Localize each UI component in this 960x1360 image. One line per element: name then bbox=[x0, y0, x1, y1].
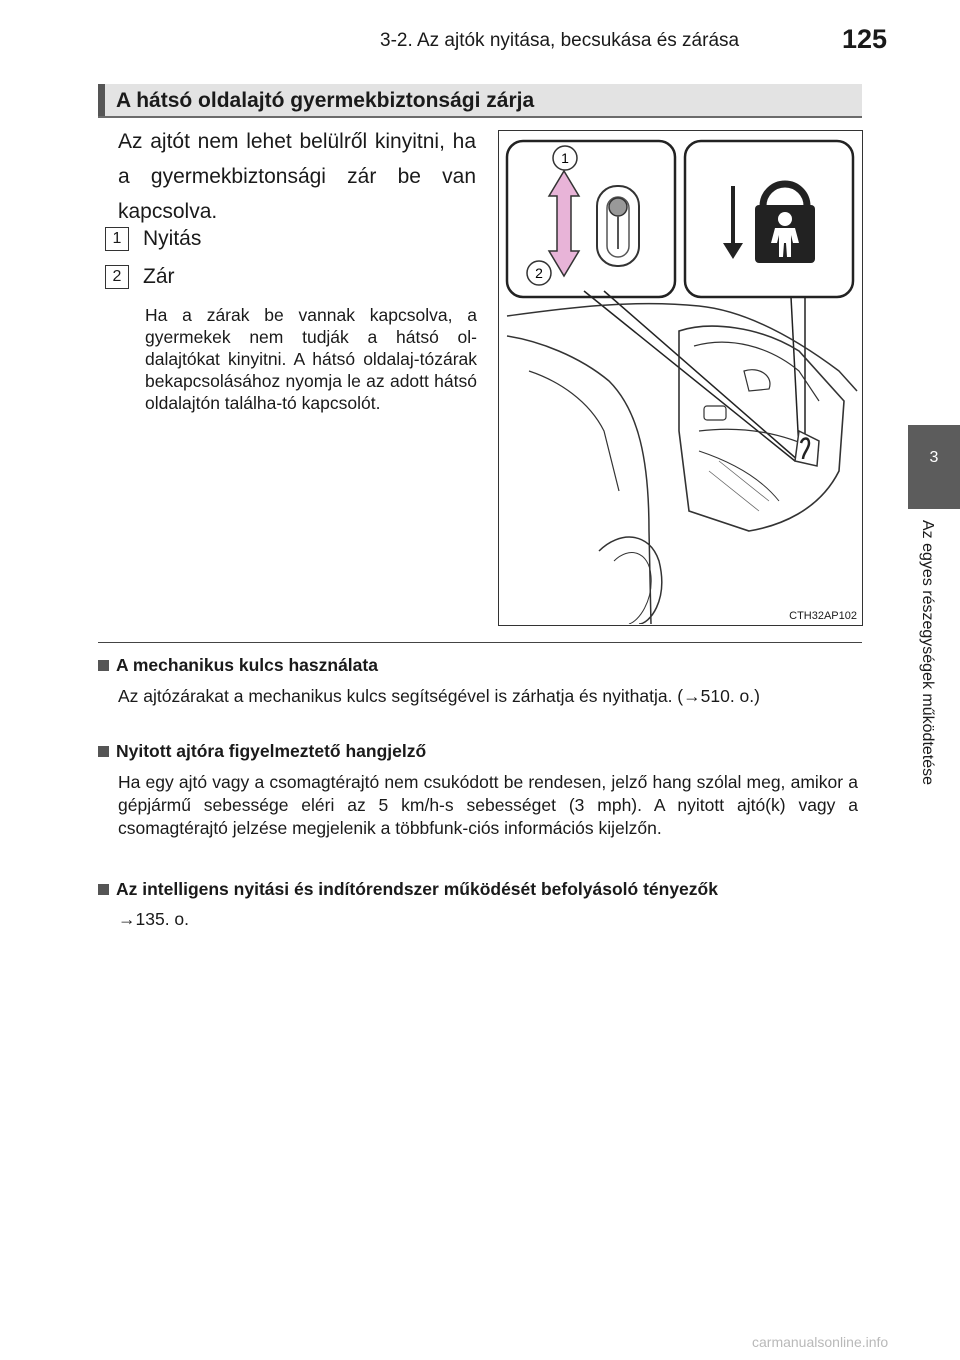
subsection-heading-smart-entry bbox=[98, 879, 718, 900]
intro-text: Az ajtót nem lehet belülről kinyitni, ha a gyermekbiztonsági zár be van kapcsolva. bbox=[118, 130, 476, 223]
item-lock bbox=[105, 265, 175, 289]
down-arrow-icon bbox=[723, 243, 743, 259]
section-heading-bar bbox=[98, 84, 862, 118]
chapter-title: 3-2. Az ajtók nyitása, becsukása és zárása bbox=[380, 30, 740, 51]
figure-code: CTH32AP102 bbox=[789, 610, 857, 622]
section-accent bbox=[98, 84, 105, 116]
subsection-heading-warning bbox=[98, 741, 426, 762]
body-panel-line bbox=[507, 336, 651, 624]
padlock-shackle bbox=[763, 184, 807, 206]
section-divider bbox=[98, 642, 862, 643]
item-label: Nyitás bbox=[143, 227, 202, 250]
lever-knob-icon bbox=[609, 198, 627, 216]
section-title: A hátsó oldalajtó gyermekbiztonsági zárja bbox=[116, 89, 535, 112]
chapter-tab bbox=[908, 425, 960, 509]
child-lock-illustration bbox=[498, 130, 863, 626]
subsection-body-smart-entry: →135. o. bbox=[118, 909, 190, 929]
subsection-body-warning: Ha egy ajtó vagy a csomagtérajtó nem csukódott be rendesen, jelző hang szólal meg, amikor a gépjármű sebessége eléri az 5 km/h-s sebességet (3 mph). A nyitott ajtó(k) vagy a csomagtérajtó jelzése megjelenik a többfunk-ciós információs kijelzőn. bbox=[118, 772, 858, 838]
item-number: 2 bbox=[105, 265, 129, 289]
chapter-tab-number: 3 bbox=[929, 449, 939, 466]
callout-2-label: 2 bbox=[535, 265, 543, 281]
bullet-square-icon bbox=[98, 884, 109, 895]
subsection-heading-key bbox=[98, 655, 378, 676]
subsection-title: A mechanikus kulcs használata bbox=[116, 655, 378, 675]
subsection-title: Nyitott ajtóra figyelmeztető hangjelző bbox=[116, 741, 427, 761]
wheel-arch bbox=[599, 537, 662, 624]
mirror bbox=[744, 370, 770, 391]
subsection-title: Az intelligens nyitási és indítórendszer működését befolyásoló tényezők bbox=[116, 879, 718, 899]
door-handle bbox=[704, 406, 726, 420]
child-lock-note: Ha a zárak be vannak kapcsolva, a gyermekek nem tudják a hátsó ol-dalajtókat kinyitni. A hátsó oldalaj-tózárak bekapcsolásához nyomja le az adott hátsó oldalajtón találha-tó kapcsolót. bbox=[145, 305, 477, 413]
bullet-square-icon bbox=[98, 746, 109, 757]
double-arrow-icon bbox=[549, 171, 579, 276]
subsection-body-key: Az ajtózárakat a mechanikus kulcs segítségével is zárhatja és nyithatja. (→510. o.) bbox=[118, 686, 760, 706]
page-number: 125 bbox=[842, 24, 888, 54]
item-label: Zár bbox=[143, 265, 175, 288]
callout-1-label: 1 bbox=[561, 150, 569, 166]
car-door-drawing bbox=[499, 131, 861, 624]
watermark: carmanualsonline.info bbox=[752, 1334, 889, 1350]
item-open bbox=[105, 227, 201, 251]
bullet-square-icon bbox=[98, 660, 109, 671]
item-number: 1 bbox=[105, 227, 129, 251]
chapter-tab-text: Az egyes részegységek működtetése bbox=[919, 520, 936, 786]
